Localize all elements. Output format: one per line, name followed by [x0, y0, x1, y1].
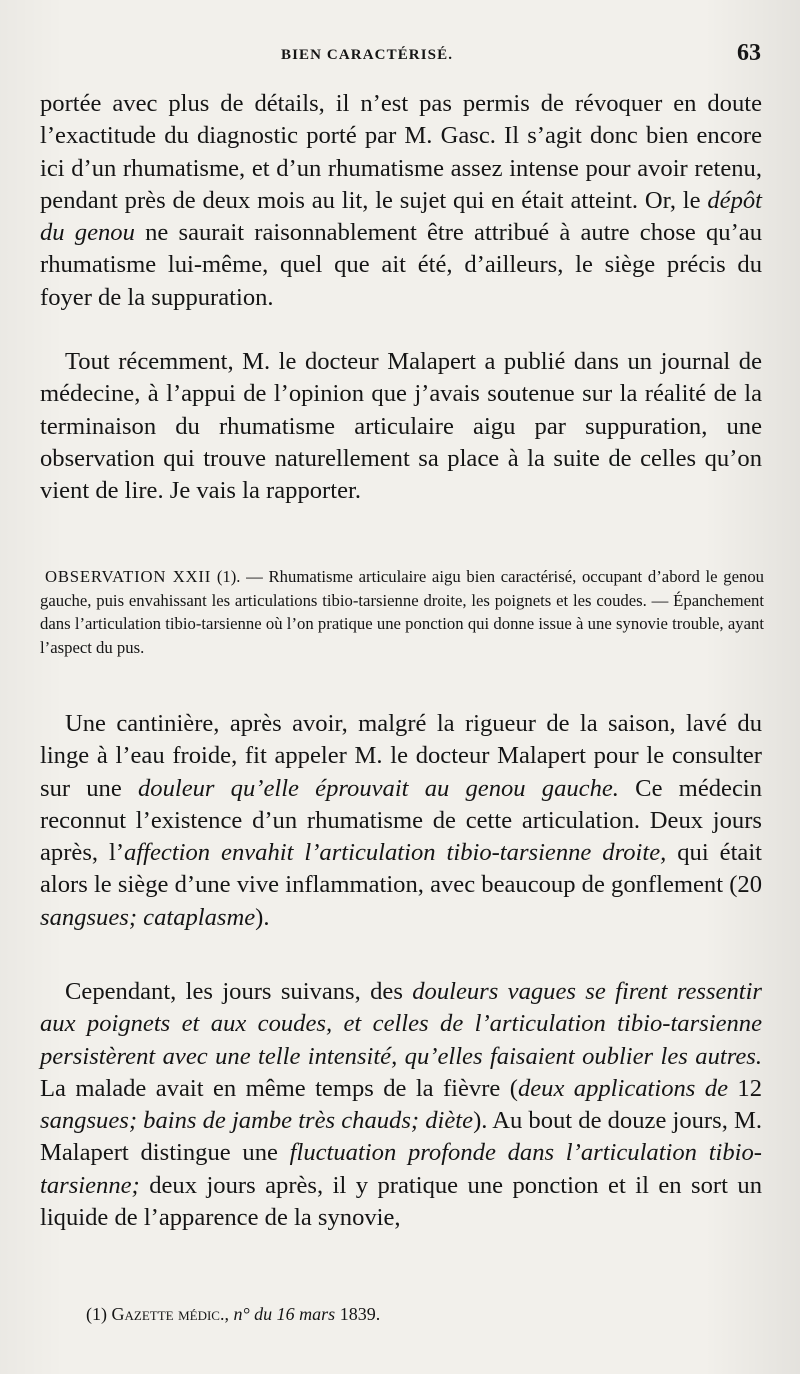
footnote-marker: (1) [86, 1304, 107, 1324]
paragraph-text: ). [255, 903, 270, 931]
paragraph-text: Ce médecin reconnut l’existence d’un rhumatisme de cette articulation. Deux jours après, l’ [40, 774, 762, 867]
paragraph-case-beginning [40, 708, 762, 934]
emphasis-text: fluctuation profonde dans l’articulation tibio-tarsienne; [40, 1139, 762, 1199]
emphasis-text: douleurs vagues se firent ressentir aux poignets et aux coudes, et celles de l’articulation tibio-tarsienne persistèrent avec une telle intensité, qu’elles faisaient oublier les autres. [40, 978, 762, 1070]
page-number: 63 [737, 40, 761, 66]
paragraph-text: Cependant, les jours suivans, des [65, 978, 413, 1005]
paragraph-text: portée avec plus de détails, il n’est pas permis de révoquer en doute l’exactitude du diagnostic porté par M. Gasc. Il s’agit donc bien encore ici d’un rhumatisme, et d’un rhumatisme assez intense pour avoir retenu, pendant près de deux mois au lit, le sujet qui en était atteint. Or, le [40, 90, 762, 214]
paragraph-case-progression [40, 976, 762, 1234]
paragraph-text: 12 [728, 1074, 762, 1102]
footnote-reference: (1). [216, 567, 241, 586]
paragraph-text: ne saurait raisonnablement être attribué à autre chose qu’au rhumatisme lui-même, quel que ait été, d’ailleurs, le siège précis du foyer de la suppuration. [40, 219, 762, 311]
paragraph-text: Tout récemment, M. le docteur Malapert a publié dans un journal de médecine, à l’appui de l’opinion que j’avais soutenue sur la réalité de la terminaison du rhumatisme articulaire aigu par suppuration, une observation qui trouve naturellement sa place à la suite de celles qu’on vient de lire. Je vais la rapporter. [40, 348, 762, 505]
footnote-year: 1839. [335, 1304, 381, 1324]
emphasis-text: affection envahit l’articulation tibio-tarsienne droite, [124, 839, 667, 867]
observation-title: OBSERVATION XXII [45, 567, 212, 586]
running-title: BIEN CARACTÉRISÉ. [281, 47, 454, 63]
paragraph-text: La malade avait en même temps de la fièvre ( [40, 1074, 518, 1102]
emphasis-text: dépôt du genou [40, 186, 762, 247]
emphasis-text: sangsues; bains de jambe très chauds; diète [40, 1107, 474, 1135]
paragraph-text: ). Au bout de douze jours, M. Malapert distingue une [40, 1107, 763, 1167]
observation-description: — Rhumatisme articulaire aigu bien caractérisé, occupant d’abord le genou gauche, puis envahissant les articulations tibio-tarsienne droite, les poignets et les coudes. — Épanchement dans l’articulation tibio-tarsienne où l’on pratique une ponction qui donne issue à une synovie trouble, ayant l’aspect du pus. [40, 567, 765, 657]
paragraph-text: Une cantinière, après avoir, malgré la rigueur de la saison, lavé du linge à l’eau froide, fit appeler M. le docteur Malapert pour le consulter sur une [40, 710, 762, 802]
paragraph-text: deux jours après, il y pratique une ponction et il en sort un liquide de l’apparence de la synovie, [40, 1171, 762, 1232]
paragraph-continuation [40, 88, 762, 314]
paragraph-text: qui était alors le siège d’une vive inflammation, avec beaucoup de gonflement (20 [40, 839, 762, 899]
emphasis-text: douleur qu’elle éprouvait au genou gauche. [137, 774, 619, 802]
footnote-source: Gazette médic. [111, 1304, 225, 1324]
emphasis-text: sangsues; cataplasme [40, 903, 256, 931]
running-header [0, 40, 800, 74]
paragraph-malapert-introduction [40, 346, 762, 507]
footnote-issue: n° du 16 mars [233, 1304, 336, 1324]
observation-summary [40, 565, 764, 659]
footnote-separator: , [224, 1304, 234, 1324]
emphasis-text: deux applications de [517, 1074, 728, 1102]
footnote [86, 1302, 380, 1326]
